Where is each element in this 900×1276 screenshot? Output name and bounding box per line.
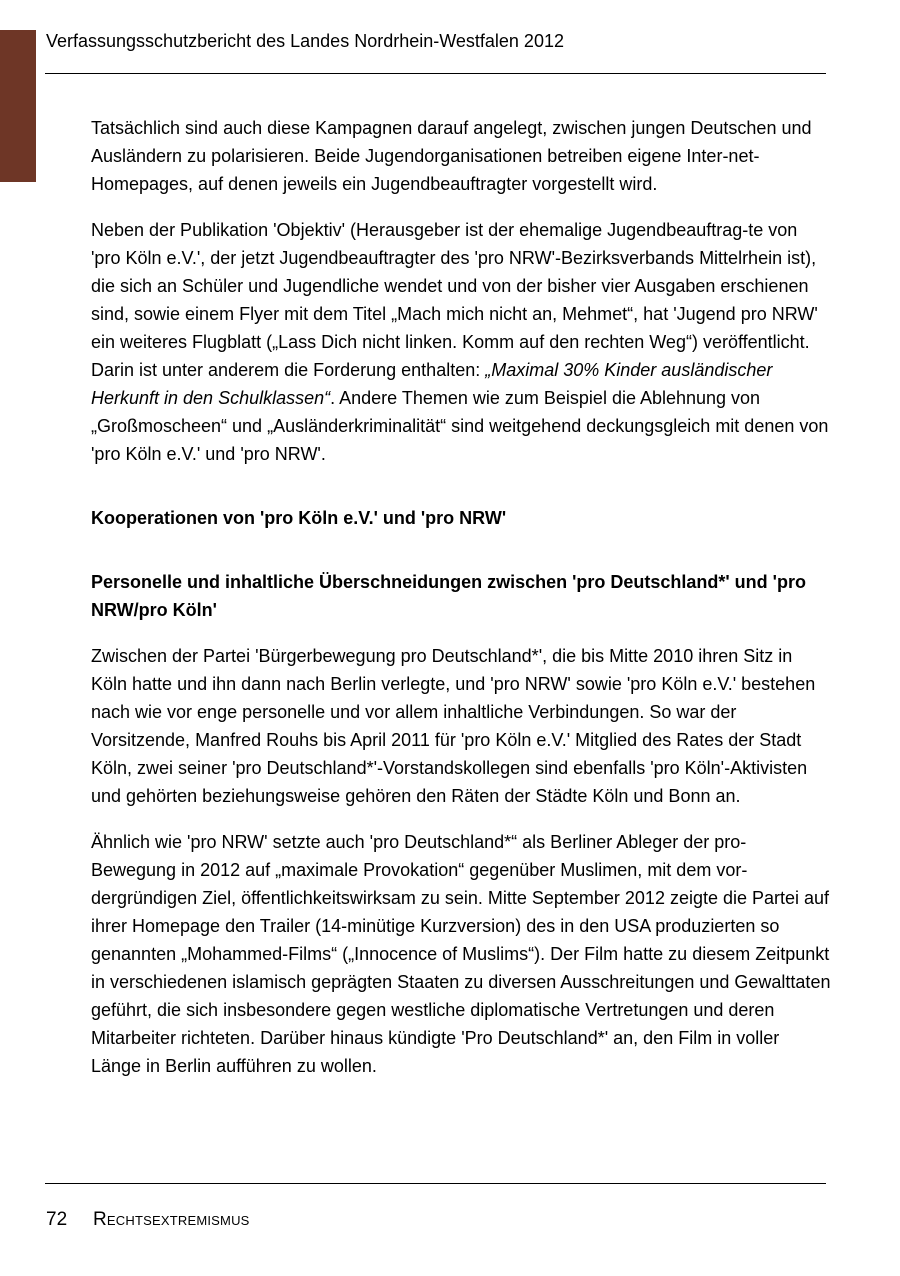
section-heading-cooperations: Kooperationen von 'pro Köln e.V.' und 'pro NRW' bbox=[91, 508, 507, 528]
paragraph-provocation-film: Ähnlich wie 'pro NRW' setzte auch 'pro Deutschland*“ als Berliner Ableger der pro-Bewegung in 2012 auf „maximale Provokation“ gegenüber Muslimen, mit dem vor-dergründigen Ziel, öffentlichkeitswirksam zu sein. Mitte September 2012 zeigte die Partei auf ihrer Homepage den Trailer (14-minütige Kurzversion) des in den USA produzierten so genannten „Mohammed-Films“ („Innocence of Muslims“). Der Film hatte zu diesem Zeitpunkt in verschiedenen islamisch geprägten Staaten zu diversen Ausschreitungen und Gewalttaten geführt, die sich insbesondere gegen westliche diplomatische Vertretungen und deren Mitarbeiter richteten. Darüber hinaus kündigte 'Pro Deutschland*' an, den Film in voller Länge in Berlin aufführen zu wollen. bbox=[91, 832, 831, 1076]
paragraph-campaigns: Tatsächlich sind auch diese Kampagnen darauf angelegt, zwischen jungen Deutschen und Ausländern zu polarisieren. Beide Jugendorganisationen betreiben eigene Inter-net-Homepages, auf denen jeweils ein Jugendbeauftragter vorgestellt wird. bbox=[91, 118, 812, 194]
section-title: Rechtsextremismus bbox=[93, 1209, 250, 1230]
subsection-heading-overlaps: Personelle und inhaltliche Überschneidungen zwischen 'pro Deutschland*' und 'pro NRW/pro Köln' bbox=[91, 572, 806, 620]
header-divider bbox=[45, 73, 826, 74]
paragraph-publication-objektiv bbox=[91, 216, 831, 468]
quoted-demand: „Maximal 30% Kinder ausländischer Herkunft in den Schulklassen“ bbox=[91, 360, 773, 408]
footer-divider bbox=[45, 1183, 826, 1184]
running-header-title: Verfassungsschutzbericht des Landes Nordrhein-Westfalen 2012 bbox=[46, 31, 564, 51]
chapter-color-tab bbox=[0, 30, 36, 182]
page-number: 72 bbox=[46, 1209, 68, 1230]
page-body bbox=[91, 114, 831, 1080]
paragraph-text-start: Neben der Publikation 'Objektiv' (Herausgeber ist der ehemalige Jugendbeauftrag-te von 'pro Köln e.V.', der jetzt Jugendbeauftragter des 'pro NRW'-Bezirksverbands Mittelrhein ist), die sich an Schüler und Jugendliche wendet und von der bisher vier Ausgaben erschienen sind, sowie einem Flyer mit dem Titel „Mach mich nicht an, Mehmet“, hat 'Jugend pro NRW' ein weiteres Flugblatt („Lass Dich nicht linken. Komm auf den rechten Weg“) veröffentlicht. Darin ist unter anderem die Forderung enthalten: bbox=[91, 220, 818, 380]
paragraph-text-end: . Andere Themen wie zum Beispiel die Ablehnung von „Großmoscheen“ und „Ausländerkriminalität“ sind weitgehend deckungsgleich mit denen von 'pro Köln e.V.' und 'pro NRW'. bbox=[91, 388, 829, 464]
paragraph-pro-deutschland-connections: Zwischen der Partei 'Bürgerbewegung pro Deutschland*', die bis Mitte 2010 ihren Sitz in Köln hatte und ihn dann nach Berlin verlegte, und 'pro NRW' sowie 'pro Köln e.V.' bestehen nach wie vor enge personelle und vor allem inhaltliche Verbindungen. So war der Vorsitzende, Manfred Rouhs bis April 2011 für 'pro Köln e.V.' Mitglied des Rates der Stadt Köln, zwei seiner 'pro Deutschland*'-Vorstandskollegen sind ebenfalls 'pro Köln'-Aktivisten und gehörten beziehungsweise gehören den Räten der Städte Köln und Bonn an. bbox=[91, 646, 816, 806]
